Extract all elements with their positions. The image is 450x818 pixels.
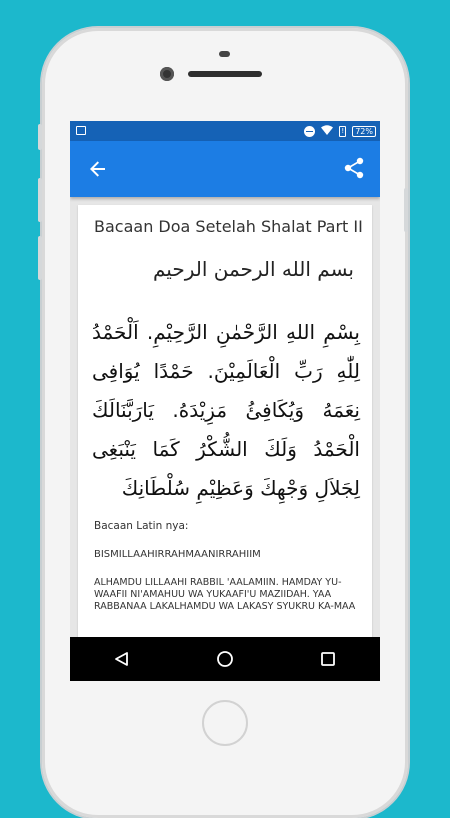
do-not-disturb-icon — [304, 126, 315, 137]
back-triangle-icon[interactable] — [107, 644, 137, 674]
latin-bismillah: BISMILLAAHIRRAHMAANIRRAHIIM — [94, 549, 261, 560]
navigation-bar — [70, 637, 380, 681]
home-circle-icon[interactable] — [210, 644, 240, 674]
earpiece-speaker — [188, 71, 262, 77]
side-button-volume-up — [38, 178, 42, 222]
latin-prayer-text: ALHAMDU LILLAAHI RABBIL 'AALAMIIN. HAMDAY YU-WAAFII NI'AMAHUU WA YUKAAFI'U MAZIIDAH. YAA RABBANAA LAKALHAMDU WA LAKASY SYUKRU KA-MAA — [94, 577, 356, 612]
image-icon — [76, 126, 86, 135]
battery-level: 72% — [352, 126, 376, 137]
side-button-volume-down — [38, 236, 42, 280]
content-card — [78, 205, 372, 681]
side-button-top — [38, 124, 42, 150]
share-icon[interactable] — [344, 157, 368, 181]
arrow-back-icon[interactable] — [84, 155, 112, 183]
latin-label: Bacaan Latin nya: — [94, 520, 189, 532]
status-bar — [70, 121, 380, 141]
physical-home-button[interactable] — [202, 700, 248, 746]
phone-screen — [70, 121, 380, 681]
page-title: Bacaan Doa Setelah Shalat Part II — [94, 217, 363, 236]
app-bar — [70, 141, 380, 197]
front-camera — [160, 67, 174, 81]
arabic-prayer-text: بِسْمِ اللهِ الرَّحْمٰنِ الرَّحِيْمِ. اَلْحَمْدُ لِلّٰهِ رَبِّ الْعَالَمِيْنَ. حَمْدًا يُوَافِى نِعَمَهُ وَيُكَافِئُ مَزِيْدَهُ. يَارَبَّنَالَكَ الْحَمْدُ وَلَكَ الشُّكْرُ كَمَا يَنْبَغِى لِجَلاَلِ وَجْهِكَ وَعَظِيْمِ سُلْطَانِكَ — [92, 320, 360, 500]
wifi-icon — [321, 125, 333, 137]
battery-saver-icon: ! — [339, 126, 346, 137]
phone-sensor — [219, 51, 230, 57]
side-button-power — [404, 188, 408, 232]
arabic-bismillah-heading: بسم الله الرحمن الرحيم — [152, 257, 354, 281]
recents-square-icon[interactable] — [313, 644, 343, 674]
